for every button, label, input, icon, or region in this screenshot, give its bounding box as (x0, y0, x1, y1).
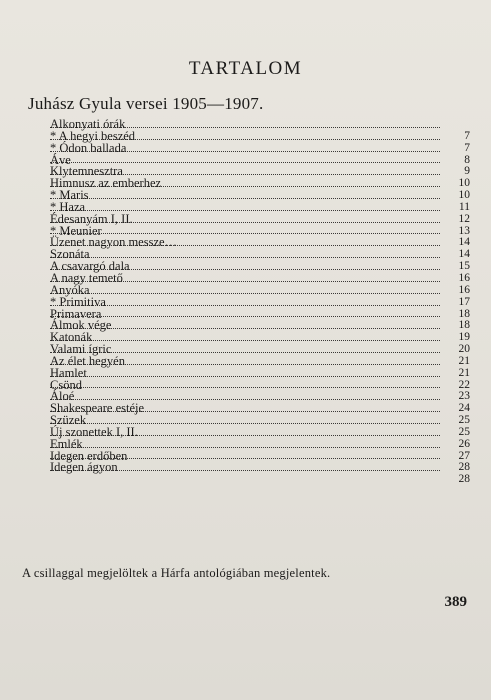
entry-page: 11 (458, 200, 470, 213)
entry-title: Klytemnesztra (50, 164, 123, 179)
entry-page: 27 (458, 449, 470, 462)
entry-page: 21 (458, 354, 470, 367)
toc-entry (50, 355, 470, 367)
entry-title: Csönd (50, 377, 82, 392)
entry-title: Üzenet nagyon messze… (50, 235, 178, 250)
entry-title: A csavargó dala (50, 259, 130, 274)
entry-title: A nagy temető (50, 270, 123, 285)
toc-entry (50, 142, 470, 154)
toc-entry (50, 284, 470, 296)
entry-page: 28 (458, 461, 470, 474)
dot-leader (50, 210, 440, 211)
dot-leader (50, 423, 440, 424)
entry-title: Áloé (50, 389, 75, 404)
toc-entry (50, 331, 470, 343)
toc-entry (50, 461, 470, 473)
toc-entry (50, 308, 470, 320)
dot-leader (50, 257, 440, 258)
toc-entry (50, 473, 470, 485)
entry-title: Alkonyati órák (50, 117, 126, 131)
entry-title: Szüzek (50, 413, 87, 428)
entry-title: * Haza (50, 199, 86, 214)
entry-title: Szonáta (50, 247, 90, 262)
entry-page: 14 (458, 236, 470, 249)
entry-page: 7 (464, 141, 470, 154)
toc-entry (50, 189, 470, 201)
entry-title: Idegen erdőben (50, 448, 128, 463)
toc-entry (50, 177, 470, 189)
entry-title: * Ódon ballada (50, 140, 127, 155)
entry-page: 18 (458, 319, 470, 332)
dot-leader (50, 233, 440, 234)
entry-title: Primavera (50, 306, 102, 321)
toc-entry (50, 213, 470, 225)
entry-title: Hamlet (50, 365, 87, 380)
toc-entry (50, 319, 470, 331)
toc-entry (50, 367, 470, 379)
entry-page: 18 (458, 307, 470, 320)
entry-page: 26 (458, 437, 470, 450)
entry-page: 19 (458, 331, 470, 344)
dot-leader (50, 198, 440, 199)
toc-entry (50, 402, 470, 414)
entry-page: 16 (458, 283, 470, 296)
entry-page: 20 (458, 343, 470, 356)
section-title: Juhász Gyula versei 1905—1907. (28, 94, 264, 113)
entry-page: 22 (458, 378, 470, 391)
dot-leader (50, 387, 440, 388)
entry-page: 25 (458, 414, 470, 427)
entry-page: 7 (464, 129, 470, 142)
toc-entry (50, 272, 470, 284)
entry-page: 28 (458, 473, 470, 486)
entry-title: Shakespeare estéje (50, 401, 145, 416)
entry-title: * Maris (50, 188, 89, 203)
entry-page: 25 (458, 425, 470, 438)
entry-title: Emlék (50, 436, 83, 451)
dot-leader (50, 447, 440, 448)
entry-title: Új szonettek I, II. (50, 424, 138, 439)
entry-title: Anyóka (50, 282, 90, 297)
entry-page: 15 (458, 260, 470, 273)
page-heading: TARTALOM (188, 58, 303, 79)
dot-leader (50, 399, 440, 400)
entry-page: 16 (458, 271, 470, 284)
toc-entry (50, 296, 470, 308)
toc-entry (50, 201, 470, 213)
entry-title: * Primitiva (50, 294, 106, 309)
entry-page: 21 (458, 366, 470, 379)
page-number: 389 (444, 594, 467, 610)
toc-entry (50, 236, 470, 248)
entry-title: Édesanyám I, II. (50, 211, 133, 226)
entry-page: 10 (458, 189, 470, 202)
entry-page: 12 (458, 212, 470, 225)
entry-page: 10 (458, 177, 470, 190)
toc-entry (50, 426, 470, 438)
dot-leader (50, 293, 440, 294)
entry-title: Valami ígric (50, 342, 112, 357)
footnote: A csillaggal megjelöltek a Hárfa antológiában megjelentek. (22, 566, 331, 580)
dot-leader (50, 340, 440, 341)
dot-leader (50, 376, 440, 377)
entry-page: 14 (458, 248, 470, 261)
entry-page: 17 (458, 295, 470, 308)
entry-page: 8 (464, 153, 470, 166)
toc-entry (50, 438, 470, 450)
entry-title: Áve (50, 152, 71, 167)
entry-page: 13 (458, 224, 470, 237)
entry-title: * A hegyi beszéd (50, 128, 136, 143)
dot-leader (50, 316, 440, 317)
entry-title: Idegen ágyon (50, 460, 118, 475)
entry-page: 23 (458, 390, 470, 403)
entry-page: 9 (464, 165, 470, 178)
entry-page: 24 (458, 402, 470, 415)
entry-title: Az élet hegyén (50, 353, 125, 368)
toc-entry (50, 130, 470, 142)
entry-title: Katonák (50, 330, 93, 345)
table-of-contents (50, 118, 470, 485)
entry-title: Himnusz az emberhez (50, 176, 162, 191)
toc-entry (50, 379, 470, 391)
entry-title: Álmok vége (50, 318, 112, 333)
entry-title: * Meunier (50, 223, 102, 238)
dot-leader (50, 162, 440, 163)
